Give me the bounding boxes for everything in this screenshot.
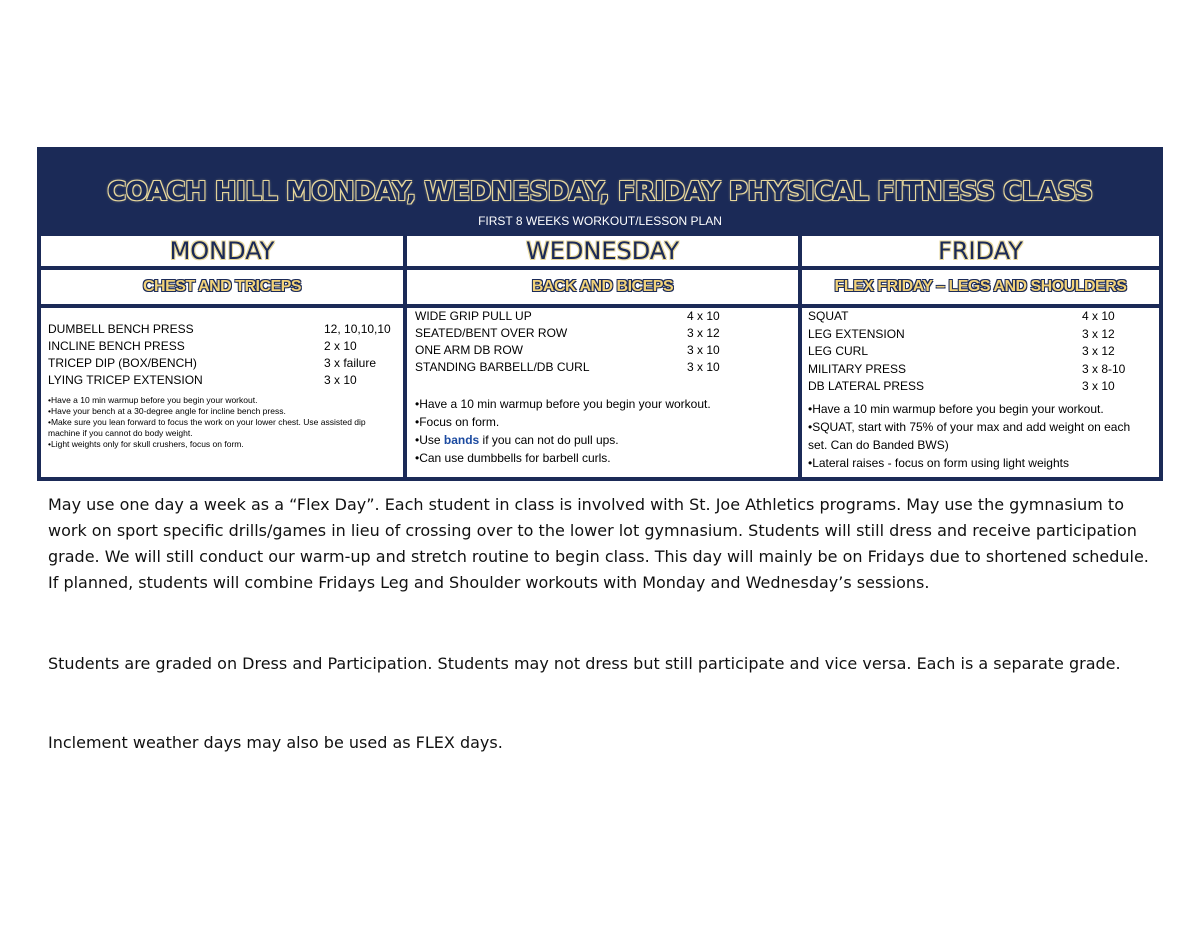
- note: [415, 431, 790, 449]
- plan-subtitle: FIRST 8 WEEKS WORKOUT/LESSON PLAN: [478, 214, 722, 228]
- wednesday-notes: [415, 395, 790, 467]
- focus-friday: FLEX FRIDAY – LEGS AND SHOULDERS: [802, 270, 1159, 304]
- note: machine if you cannot do body weight.: [48, 428, 193, 438]
- exercise-reps: 3 x 8-10: [1082, 362, 1126, 376]
- note: •Light weights only for skull crushers, focus on form.: [48, 439, 244, 449]
- exercise-name: DUMBELL BENCH PRESS: [48, 322, 194, 336]
- note: •Can use dumbbells for barbell curls.: [415, 451, 611, 465]
- day-header-monday: MONDAY: [41, 236, 403, 266]
- exercise-reps: 3 x 10: [1082, 379, 1115, 393]
- workout-plan-table: [37, 147, 1163, 481]
- exercise-name: LEG CURL: [808, 344, 869, 358]
- note: •Lateral raises - focus on form using light weights: [808, 456, 1069, 470]
- exercise-reps: 3 x 10: [687, 360, 720, 374]
- note: •SQUAT, start with 75% of your max and add weight on each set. Can do Banded BWS): [808, 420, 1131, 452]
- note-text: if you can not do pull ups.: [479, 433, 619, 447]
- focus-monday: CHEST AND TRICEPS: [41, 270, 403, 304]
- exercise-name: INCLINE BENCH PRESS: [48, 339, 185, 353]
- exercise-name: ONE ARM DB ROW: [415, 343, 524, 357]
- exercise-name: LYING TRICEP EXTENSION: [48, 373, 203, 387]
- exercise-reps: 3 x 12: [687, 326, 720, 340]
- exercise-reps: 3 x failure: [324, 356, 377, 370]
- exercise-reps: 3 x 10: [324, 373, 357, 387]
- day-header-friday: FRIDAY: [802, 236, 1159, 266]
- focus-wednesday: BACK AND BICEPS: [407, 270, 798, 304]
- exercise-reps: 4 x 10: [687, 309, 720, 323]
- monday-content: [41, 308, 403, 477]
- weather-paragraph: Inclement weather days may also be used as FLEX days.: [48, 733, 503, 752]
- friday-content: [802, 308, 1159, 477]
- note: •Make sure you lean forward to focus the work on your lower chest. Use assisted dip: [48, 417, 366, 427]
- note: •Have a 10 min warmup before you begin your workout.: [808, 402, 1104, 416]
- exercise-name: SQUAT: [808, 309, 849, 323]
- note: •Have a 10 min warmup before you begin your workout.: [48, 395, 258, 405]
- day-header-wednesday: WEDNESDAY: [407, 236, 798, 266]
- exercise-reps: 3 x 12: [1082, 327, 1115, 341]
- exercise-reps: 2 x 10: [324, 339, 357, 353]
- note: •Have your bench at a 30-degree angle for incline bench press.: [48, 406, 286, 416]
- exercise-name: WIDE GRIP PULL UP: [415, 309, 532, 323]
- exercise-reps: 3 x 10: [687, 343, 720, 357]
- exercise-name: STANDING BARBELL/DB CURL: [415, 360, 590, 374]
- exercise-name: TRICEP DIP (BOX/BENCH): [48, 356, 197, 370]
- note: •Have a 10 min warmup before you begin your workout.: [415, 397, 711, 411]
- exercise-reps: 3 x 12: [1082, 344, 1115, 358]
- exercise-reps: 4 x 10: [1082, 309, 1115, 323]
- wednesday-content: [407, 308, 798, 477]
- note-text: •Use: [415, 433, 444, 447]
- flex-day-paragraph: May use one day a week as a “Flex Day”. Each student in class is involved with St. Joe Athletics programs. May use the gymnasium to work on sport specific drills/games in lieu of crossing over to the lower lot gymnasium. Students will still dress and receive participation grade. We will still conduct our warm-up and stretch routine to begin class. This day will mainly be on Fridays due to shortened schedule. If planned, students will combine Fridays Leg and Shoulder workouts with Monday and Wednesday’s sessions.: [48, 495, 1149, 592]
- bands-highlight: bands: [443, 433, 480, 447]
- friday-notes: [808, 400, 1148, 472]
- note: •Focus on form.: [415, 415, 500, 429]
- exercise-name: MILITARY PRESS: [808, 362, 907, 376]
- grading-paragraph: Students are graded on Dress and Participation. Students may not dress but still participate and vice versa. Each is a separate grade.: [48, 654, 1121, 673]
- exercise-name: SEATED/BENT OVER ROW: [415, 326, 568, 340]
- exercise-name: DB LATERAL PRESS: [808, 379, 925, 393]
- exercise-name: LEG EXTENSION: [808, 327, 905, 341]
- exercise-reps: 12, 10,10,10: [324, 322, 391, 336]
- plan-title: COACH HILL MONDAY, WEDNESDAY, FRIDAY PHYSICAL FITNESS CLASS: [107, 177, 1093, 207]
- monday-notes: [48, 395, 378, 450]
